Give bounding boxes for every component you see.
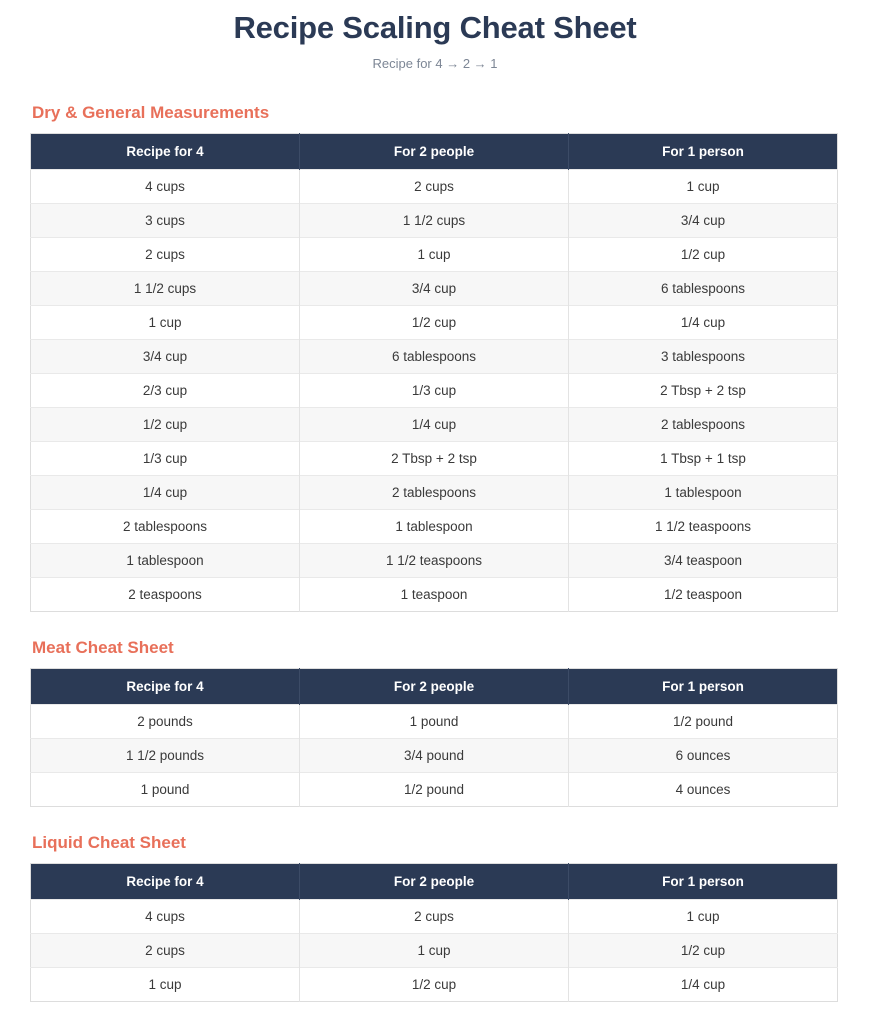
table-cell: 2 cups — [300, 170, 569, 204]
table-row — [31, 408, 838, 442]
conversion-table — [30, 133, 838, 612]
table-cell: 6 ounces — [569, 739, 838, 773]
table-cell: 6 tablespoons — [569, 272, 838, 306]
table-row — [31, 204, 838, 238]
table-cell: 2 tablespoons — [300, 476, 569, 510]
table-cell: 1 1/2 teaspoons — [300, 544, 569, 578]
table-row — [31, 773, 838, 807]
table-cell: 3/4 cup — [300, 272, 569, 306]
section-title: Meat Cheat Sheet — [32, 638, 174, 657]
table-cell: 3/4 cup — [31, 340, 300, 374]
table-cell: 1/4 cup — [569, 968, 838, 1002]
conversion-table — [30, 668, 838, 807]
table-cell: 3/4 cup — [569, 204, 838, 238]
table-cell: 1/2 teaspoon — [569, 578, 838, 612]
table-cell: 1 cup — [569, 900, 838, 934]
table-cell: 1/3 cup — [300, 374, 569, 408]
table-cell: 6 tablespoons — [300, 340, 569, 374]
table-cell: 1/2 cup — [569, 934, 838, 968]
table-cell: 1/2 pound — [569, 705, 838, 739]
table-row — [31, 968, 838, 1002]
table-cell: 1 teaspoon — [300, 578, 569, 612]
table-row — [31, 510, 838, 544]
table-cell: 2 cups — [300, 900, 569, 934]
table-row — [31, 340, 838, 374]
cheat-sheet-section — [30, 833, 840, 1002]
table-row — [31, 170, 838, 204]
table-cell: 1 tablespoon — [31, 544, 300, 578]
column-header: For 2 people — [300, 134, 569, 170]
column-header: Recipe for 4 — [31, 669, 300, 705]
table-cell: 1/2 cup — [300, 968, 569, 1002]
column-header: For 2 people — [300, 864, 569, 900]
table-cell: 1/3 cup — [31, 442, 300, 476]
table-cell: 1/2 cup — [31, 408, 300, 442]
table-cell: 1 cup — [31, 968, 300, 1002]
column-header: For 1 person — [569, 864, 838, 900]
table-cell: 1 cup — [569, 170, 838, 204]
column-header: For 1 person — [569, 669, 838, 705]
table-cell: 3 cups — [31, 204, 300, 238]
table-cell: 1 pound — [300, 705, 569, 739]
table-cell: 1 1/2 cups — [300, 204, 569, 238]
table-cell: 1/4 cup — [31, 476, 300, 510]
column-header: For 1 person — [569, 134, 838, 170]
table-row — [31, 739, 838, 773]
table-cell: 1 1/2 pounds — [31, 739, 300, 773]
table-cell: 4 cups — [31, 170, 300, 204]
table-cell: 2 cups — [31, 238, 300, 272]
table-cell: 1 cup — [300, 934, 569, 968]
table-cell: 1/2 cup — [300, 306, 569, 340]
table-row — [31, 306, 838, 340]
table-cell: 1/4 cup — [569, 306, 838, 340]
table-header-row — [31, 134, 838, 170]
table-cell: 1/2 pound — [300, 773, 569, 807]
column-header: Recipe for 4 — [31, 134, 300, 170]
table-cell: 2 tablespoons — [31, 510, 300, 544]
table-cell: 2 tablespoons — [569, 408, 838, 442]
table-cell: 2 cups — [31, 934, 300, 968]
table-cell: 1 cup — [300, 238, 569, 272]
table-cell: 1 1/2 teaspoons — [569, 510, 838, 544]
table-cell: 2 Tbsp + 2 tsp — [569, 374, 838, 408]
page-subtitle: Recipe for 4 → 2 → 1 — [372, 56, 498, 71]
table-cell: 2 teaspoons — [31, 578, 300, 612]
table-cell: 4 ounces — [569, 773, 838, 807]
table-cell: 1/4 cup — [300, 408, 569, 442]
table-row — [31, 272, 838, 306]
sections-container — [30, 103, 840, 1002]
table-cell: 2 Tbsp + 2 tsp — [300, 442, 569, 476]
table-cell: 1 Tbsp + 1 tsp — [569, 442, 838, 476]
page-title: Recipe Scaling Cheat Sheet — [233, 10, 637, 45]
table-header-row — [31, 864, 838, 900]
table-row — [31, 578, 838, 612]
table-cell: 1 tablespoon — [569, 476, 838, 510]
table-cell: 1 pound — [31, 773, 300, 807]
cheat-sheet-section — [30, 638, 840, 807]
table-cell: 1 1/2 cups — [31, 272, 300, 306]
conversion-table — [30, 863, 838, 1002]
table-row — [31, 442, 838, 476]
table-row — [31, 934, 838, 968]
table-row — [31, 900, 838, 934]
table-row — [31, 705, 838, 739]
column-header: Recipe for 4 — [31, 864, 300, 900]
table-cell: 1 cup — [31, 306, 300, 340]
section-title: Dry & General Measurements — [32, 103, 270, 122]
table-cell: 2 pounds — [31, 705, 300, 739]
table-row — [31, 238, 838, 272]
cheat-sheet-section — [30, 103, 840, 612]
section-title: Liquid Cheat Sheet — [32, 833, 186, 852]
table-cell: 3 tablespoons — [569, 340, 838, 374]
table-cell: 4 cups — [31, 900, 300, 934]
column-header: For 2 people — [300, 669, 569, 705]
table-cell: 1 tablespoon — [300, 510, 569, 544]
table-row — [31, 476, 838, 510]
table-cell: 3/4 teaspoon — [569, 544, 838, 578]
document-page — [0, 10, 870, 1022]
table-cell: 3/4 pound — [300, 739, 569, 773]
table-cell: 1/2 cup — [569, 238, 838, 272]
table-header-row — [31, 669, 838, 705]
table-cell: 2/3 cup — [31, 374, 300, 408]
table-row — [31, 374, 838, 408]
table-row — [31, 544, 838, 578]
